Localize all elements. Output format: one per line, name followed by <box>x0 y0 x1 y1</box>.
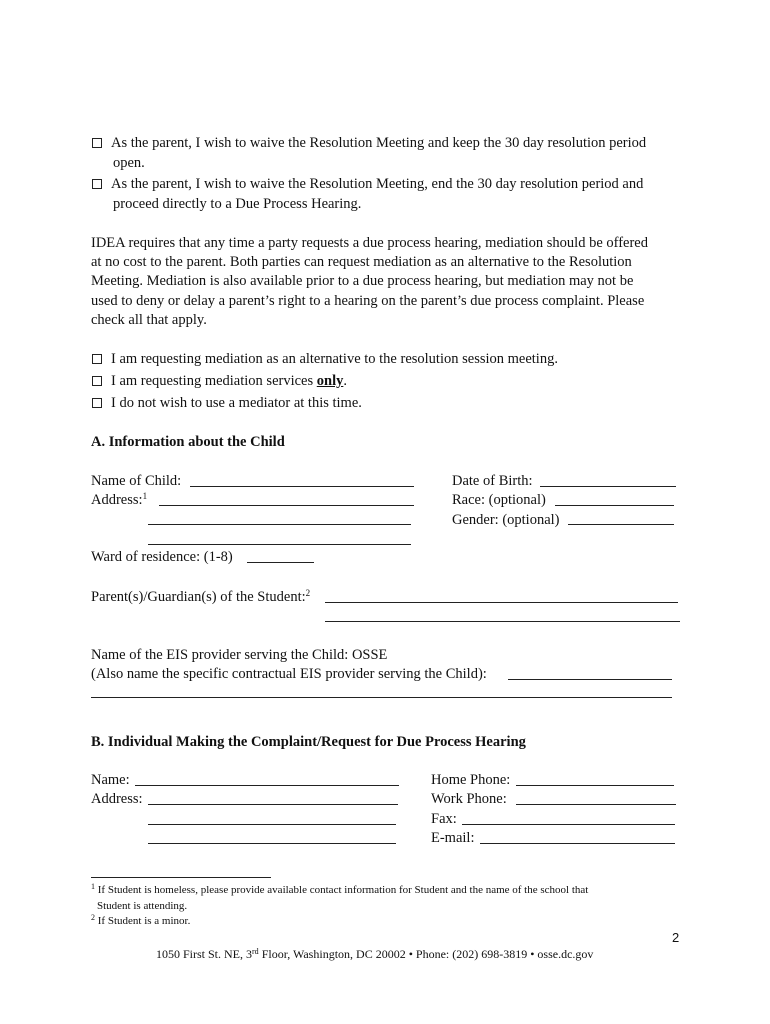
dob-label: Date of Birth: <box>452 473 533 489</box>
section-b-heading: B. Individual Making the Complaint/Request for Due Process Hearing <box>91 734 526 750</box>
child-name-label: Name of Child: <box>91 473 182 489</box>
home-phone-label: Home Phone: <box>431 772 511 788</box>
footnote-separator <box>91 877 271 878</box>
page-number: 2 <box>672 930 680 945</box>
race-label: Race: (optional) <box>452 492 546 508</box>
child-address-field-3[interactable] <box>148 544 411 545</box>
work-phone-label: Work Phone: <box>431 791 507 807</box>
option-text: I do not wish to use a mediator at this time. <box>111 395 362 411</box>
option-text-end: . <box>343 373 347 389</box>
complainant-name-field[interactable] <box>135 785 399 786</box>
complainant-address-label: Address: <box>91 791 143 807</box>
footnote-1-continued: Student is attending. <box>97 900 188 912</box>
footnote-1: $^1$ If Student is homeless, please provide available contact information for Student and the name of the school that <box>91 882 589 896</box>
paragraph-line: at no cost to the parent. Both parties can request mediation as an alternative to the Resolution <box>91 254 632 270</box>
mediation-only-option <box>92 372 347 392</box>
footnote-ref-1: 1 <box>142 491 148 501</box>
dob-field[interactable] <box>540 486 676 487</box>
footnote-2: $^2$ If Student is a minor. <box>91 913 191 927</box>
child-address-label: Address:$^1$ <box>91 491 148 508</box>
complainant-name-label: Name: <box>91 772 130 788</box>
parent-guardian-field-2[interactable] <box>325 621 680 622</box>
emphasis-only: only <box>316 373 344 389</box>
footer-contact: 1050 First St. NE, 3rd Floor, Washington, DC 20002 • Phone: (202) 698-3819 • osse.dc.gov <box>156 947 594 961</box>
fax-field[interactable] <box>462 824 675 825</box>
child-address-field-1[interactable] <box>159 505 414 506</box>
gender-label: Gender: (optional) <box>452 512 560 528</box>
eis-provider-line: Name of the EIS provider serving the Child: OSSE <box>91 647 388 663</box>
option-text: I am requesting mediation as an alternative to the resolution session meeting. <box>111 351 558 367</box>
complainant-address-field-2[interactable] <box>148 824 396 825</box>
no-mediator-option <box>92 394 362 414</box>
paragraph-line: IDEA requires that any time a party requests a due process hearing, mediation should be offered <box>91 235 648 251</box>
eis-contractual-label: (Also name the specific contractual EIS provider serving the Child): <box>91 666 487 682</box>
option-text-continued: proceed directly to a Due Process Hearing. <box>113 196 362 212</box>
waive-end-period-option <box>92 175 643 195</box>
option-text: As the parent, I wish to waive the Resolution Meeting and keep the 30 day resolution period <box>111 135 647 151</box>
waive-keep-period-checkbox[interactable] <box>92 138 102 148</box>
complainant-address-field-3[interactable] <box>148 843 396 844</box>
paragraph-line: check all that apply. <box>91 312 207 328</box>
mediation-only-checkbox[interactable] <box>92 376 102 386</box>
option-text: As the parent, I wish to waive the Resolution Meeting, end the 30 day resolution period and <box>111 176 644 192</box>
footnote-ref-2: 2 <box>305 588 311 598</box>
parent-guardian-field-1[interactable] <box>325 602 678 603</box>
eis-contractual-field[interactable] <box>508 679 672 680</box>
waive-end-period-checkbox[interactable] <box>92 179 102 189</box>
race-field[interactable] <box>555 505 674 506</box>
no-mediator-checkbox[interactable] <box>92 398 102 408</box>
paragraph-line: used to deny or delay a parent’s right to a hearing on the parent’s due process complaint. Please <box>91 293 645 309</box>
option-text-continued: open. <box>113 155 145 171</box>
work-phone-field[interactable] <box>516 804 676 805</box>
fax-label: Fax: <box>431 811 457 827</box>
paragraph-line: Meeting. Mediation is also available prior to a due process hearing, but mediation may not be <box>91 273 634 289</box>
child-address-field-2[interactable] <box>148 524 411 525</box>
parent-guardian-label: Parent(s)/Guardian(s) of the Student:$^2$ <box>91 588 311 605</box>
waive-keep-period-option <box>92 134 646 154</box>
ward-field[interactable] <box>247 562 314 563</box>
home-phone-field[interactable] <box>516 785 674 786</box>
option-text: I am requesting mediation services <box>111 373 317 389</box>
mediation-alternative-checkbox[interactable] <box>92 354 102 364</box>
eis-contractual-field-2[interactable] <box>91 697 672 698</box>
ward-label: Ward of residence: (1-8) <box>91 549 233 565</box>
child-name-field[interactable] <box>190 486 414 487</box>
gender-field[interactable] <box>568 524 674 525</box>
email-field[interactable] <box>480 843 675 844</box>
email-label: E-mail: <box>431 830 475 846</box>
section-a-heading: A. Information about the Child <box>91 434 285 450</box>
mediation-alternative-option <box>92 350 558 370</box>
complainant-address-field-1[interactable] <box>148 804 398 805</box>
